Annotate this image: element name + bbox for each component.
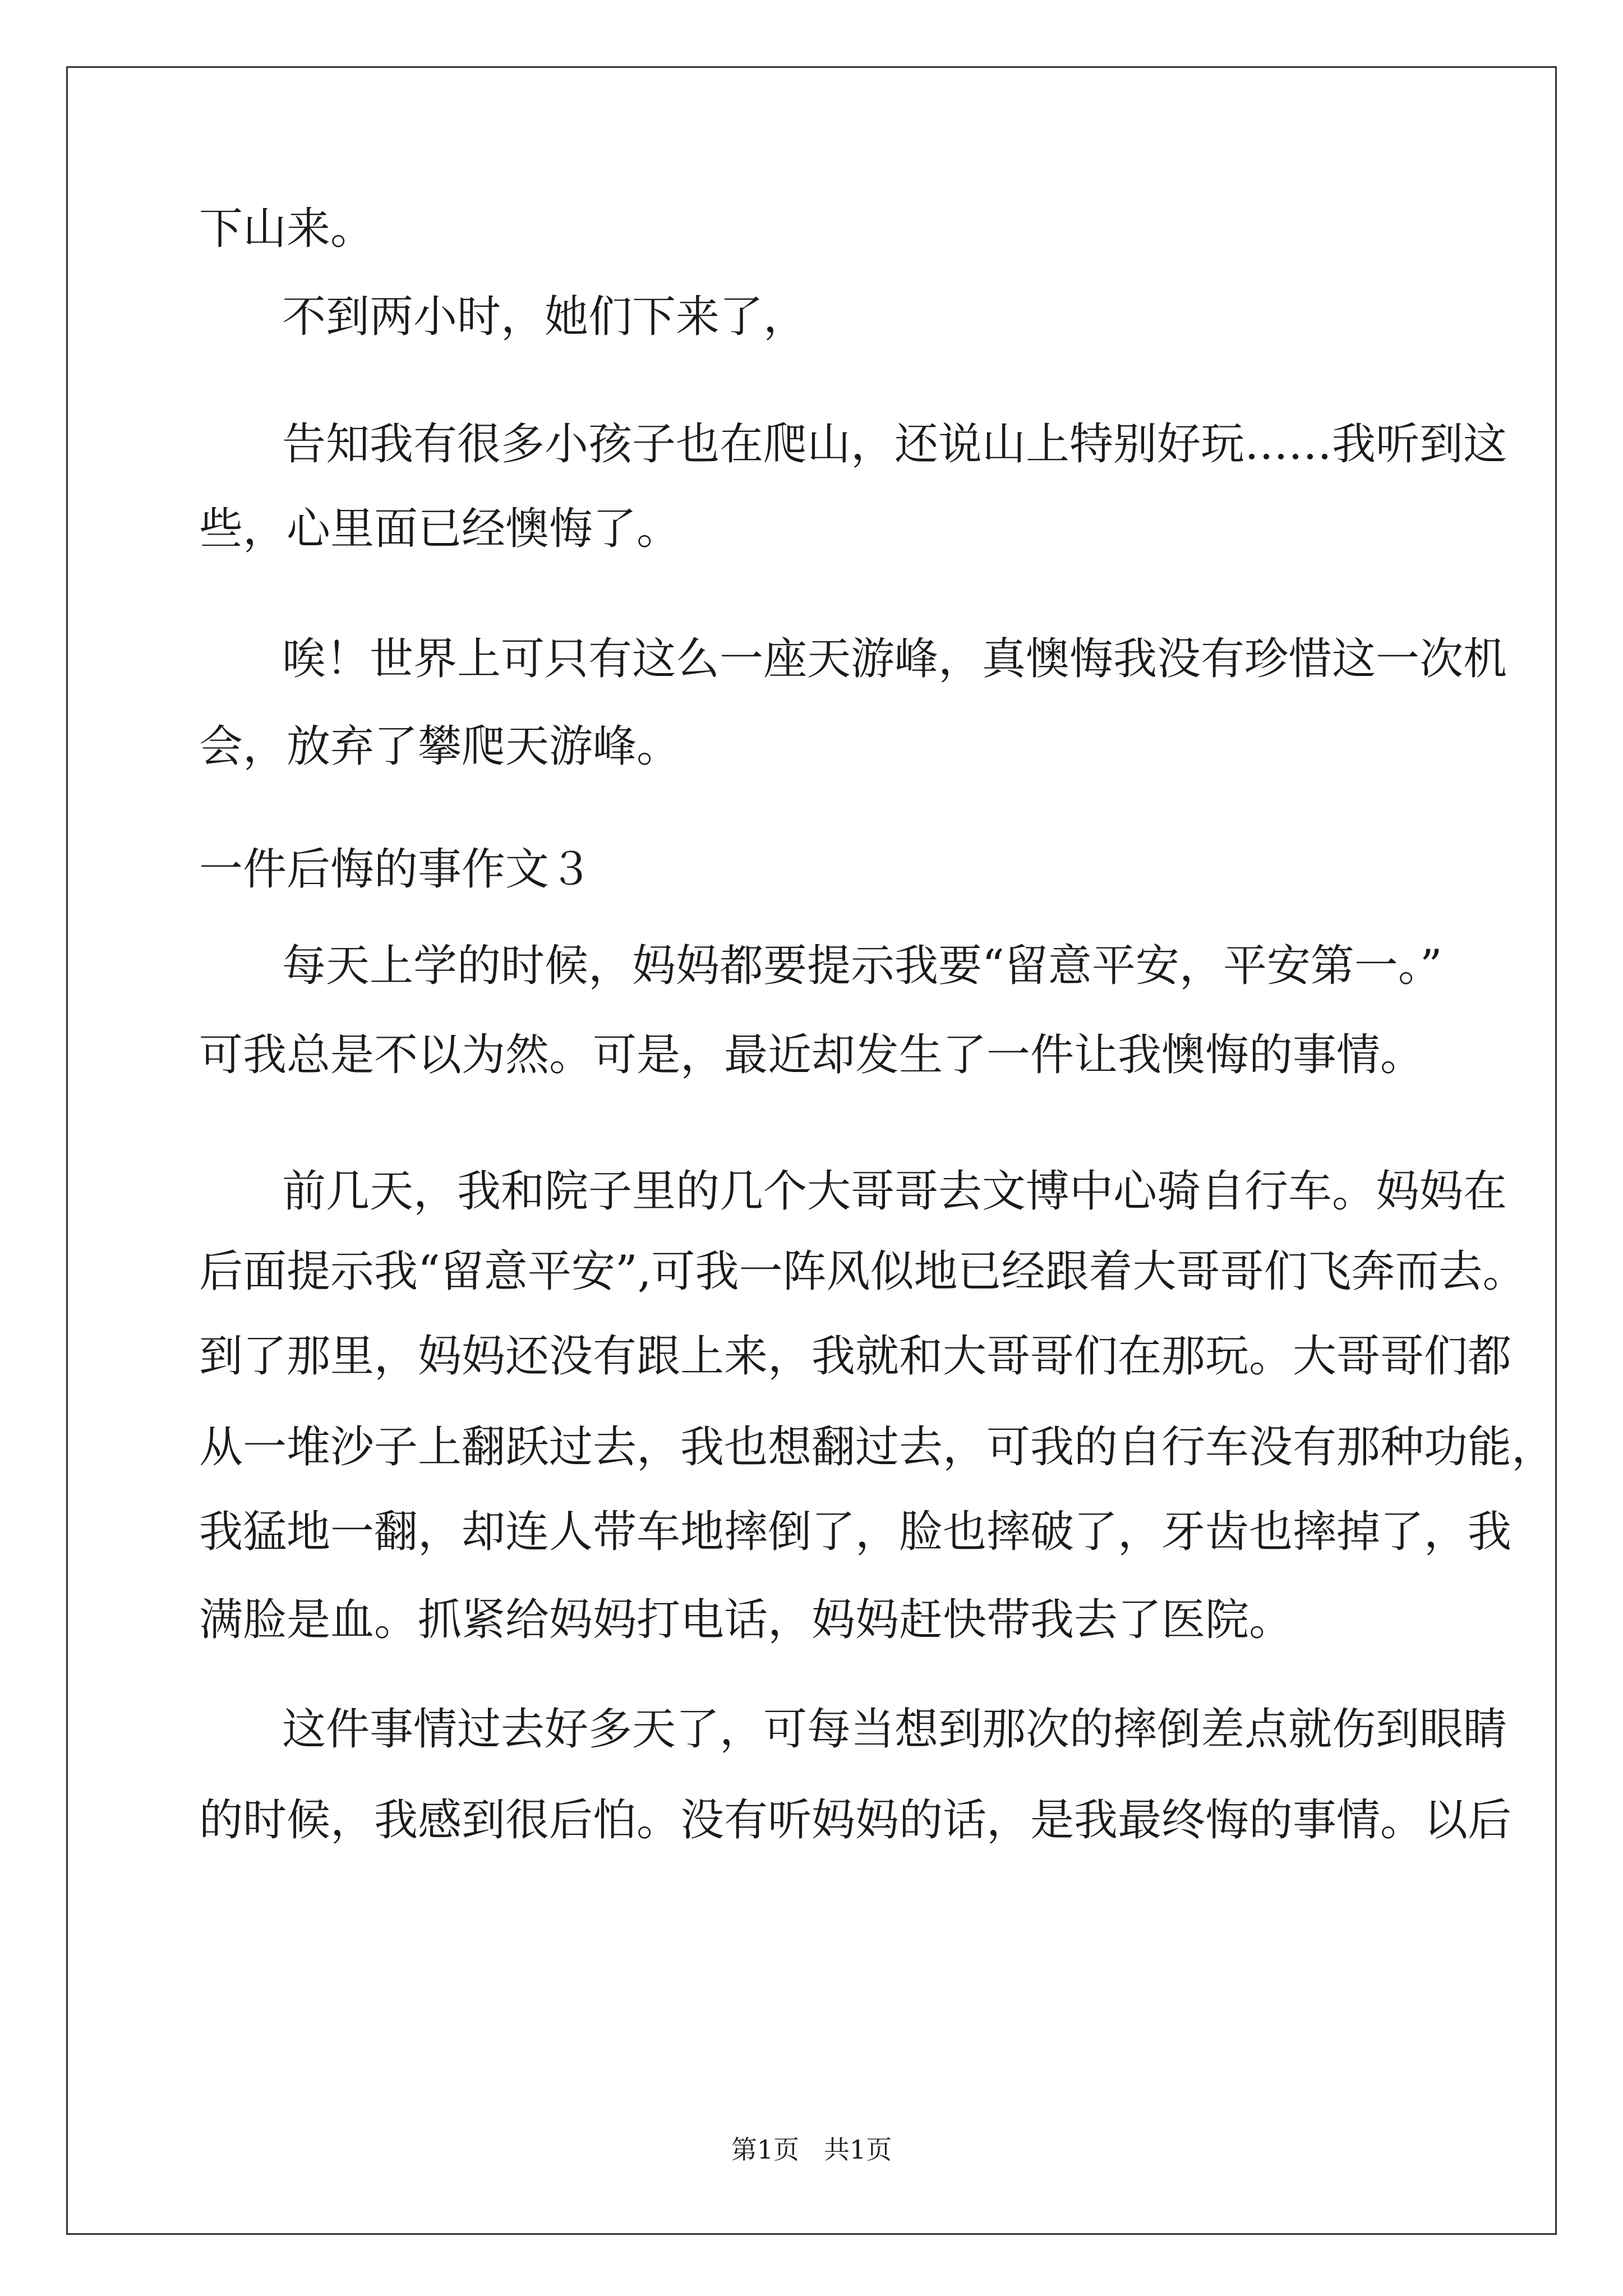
page-border xyxy=(66,66,1557,2235)
text-line: 下山来。 xyxy=(199,204,375,254)
text-line: 这件事情过去好多天了，可每当想到那次的摔倒差点就伤到眼睛 xyxy=(282,1704,1507,1755)
text-line: 满脸是血。抓紧给妈妈打电话，妈妈赶快带我去了医院。 xyxy=(199,1595,1293,1645)
page-number-footer: 第1页 共1页 xyxy=(731,2134,892,2165)
text-line: 可我总是不以为然。可是，最近却发生了一件让我懊悔的事情。 xyxy=(199,1030,1424,1080)
text-line: 我猛地一翻，却连人带车地摔倒了，脸也摔破了，牙齿也摔掉了，我 xyxy=(199,1507,1512,1557)
text-line: 些，心里面已经懊悔了。 xyxy=(199,504,681,554)
text-line: 的时候，我感到很后怕。没有听妈妈的话，是我最终悔的事情。以后 xyxy=(199,1795,1512,1846)
text-line: 不到两小时，她们下来了， xyxy=(282,292,808,342)
section-heading: 一件后悔的事作文３ xyxy=(199,844,593,895)
text-line: 每天上学的时候，妈妈都要提示我要“留意平安，平安第一。” xyxy=(282,941,1442,991)
text-line: 告知我有很多小孩子也在爬山，还说山上特别好玩……我听到这 xyxy=(282,419,1507,470)
text-line: 到了那里，妈妈还没有跟上来，我就和大哥哥们在那玩。大哥哥们都 xyxy=(199,1331,1512,1382)
text-line: 唉！世界上可只有这么一座天游峰，真懊悔我没有珍惜这一次机 xyxy=(282,634,1507,684)
text-line: 会，放弃了攀爬天游峰。 xyxy=(199,721,681,772)
text-line: 后面提示我“留意平安”,可我一阵风似地已经跟着大哥哥们飞奔而去。 xyxy=(199,1246,1527,1297)
text-line: 从一堆沙子上翻跃过去，我也想翻过去，可我的自行车没有那种功能， xyxy=(199,1422,1556,1473)
text-line: 前几天，我和院子里的几个大哥哥去文博中心骑自行车。妈妈在 xyxy=(282,1166,1507,1217)
